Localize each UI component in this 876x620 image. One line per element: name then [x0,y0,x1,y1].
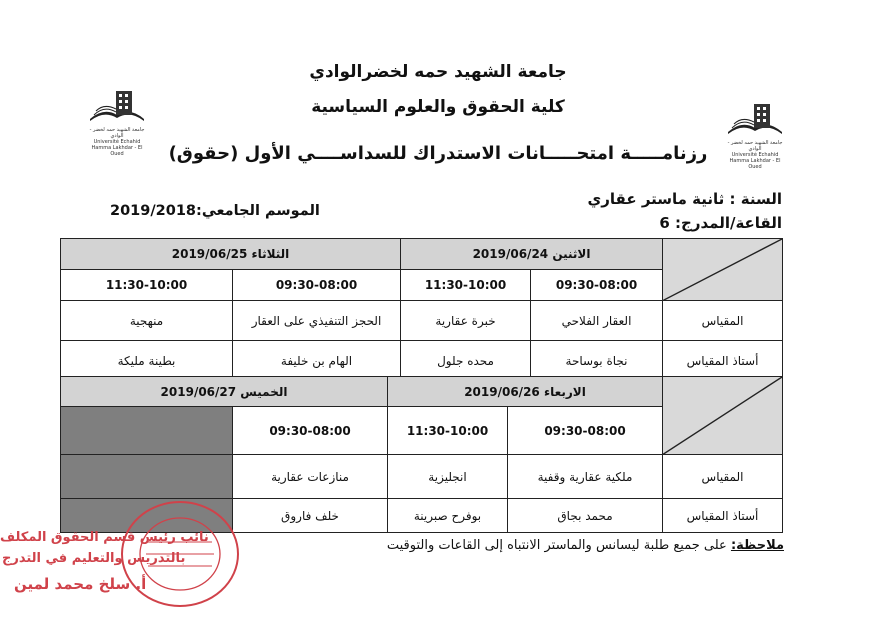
note-text: على جميع طلبة ليسانس والماستر الانتباه إلى القاعات والتوقيت [386,538,731,553]
book-building-icon [724,98,786,136]
teacher-cell: محده جلول [401,341,531,381]
corner-diagonal-cell [663,239,783,301]
faculty-name: كلية الحقوق والعلوم السياسية [311,97,565,117]
hall-label: القاعة/المدرج: 6 [659,214,782,232]
teacher-cell: بوفرح صبرينة [388,499,508,533]
day-header-wednesday: الاربعاء 2019/06/26 [388,377,663,407]
teacher-cell: نجاة بوساحة [531,341,663,381]
row-label-teacher: أستاذ المقياس [663,499,783,533]
row-label-teacher: أستاذ المقياس [663,341,783,381]
diagonal-line-icon [663,239,782,300]
signature-line1: نائب رئيس قسم الحقوق المكلف [0,530,209,545]
university-logo-left: جامعة الشهيد حمه لخضر - الوادي Université Echahid Hamma Lakhdar - El Oued [86,85,148,157]
teacher-cell: الهام بن خليفة [233,341,401,381]
university-logo-right: جامعة الشهيد حمه لخضر - الوادي Université Echahid Hamma Lakhdar - El Oued [724,98,786,170]
note-line [387,538,784,553]
year-label: السنة : ثانية ماستر عقاري [587,190,782,208]
time-slot: 11:30-10:00 [401,270,531,301]
note-label: ملاحظة: [730,538,784,553]
blocked-cell [61,455,233,499]
subject-cell: خبرة عقارية [401,301,531,341]
book-building-icon [86,85,148,123]
row-label-subject: المقياس [663,455,783,499]
corner-diagonal-cell [663,377,783,455]
blocked-cell [61,407,233,455]
time-slot: 09:30-08:00 [233,407,388,455]
schedule-table-1 [60,238,783,381]
subject-cell: منازعات عقارية [233,455,388,499]
document-title: رزنامـــــة امتحـــــانات الاستدراك للسداســــي الأول (حقوق) [168,143,708,164]
subject-cell: العقار الفلاحي [531,301,663,341]
row-label-subject: المقياس [663,301,783,341]
day-header-tuesday: الثلاثاء 2019/06/25 [61,239,401,270]
time-slot: 09:30-08:00 [508,407,663,455]
season-label: الموسم الجامعي:2019/2018 [110,203,320,219]
teacher-cell: محمد بجاق [508,499,663,533]
university-name: جامعة الشهيد حمه لخضرالوادي [309,62,567,82]
signature-name: أ. سلخ محمد لمين [14,575,147,593]
subject-cell: الحجز التنفيذي على العقار [233,301,401,341]
time-slot: 09:30-08:00 [233,270,401,301]
diagonal-line-icon [663,377,782,454]
subject-cell: ملكية عقارية وقفية [508,455,663,499]
day-header-monday: الاثنين 2019/06/24 [401,239,663,270]
subject-cell: انجليزية [388,455,508,499]
subject-cell: منهجية [61,301,233,341]
signature-line2: بالتدريس والتعليم في التدرج [2,551,186,566]
teacher-cell: بطينة مليكة [61,341,233,381]
teacher-cell: خلف فاروق [233,499,388,533]
time-slot: 11:30-10:00 [388,407,508,455]
time-slot: 09:30-08:00 [531,270,663,301]
day-header-thursday: الخميس 2019/06/27 [61,377,388,407]
time-slot: 11:30-10:00 [61,270,233,301]
